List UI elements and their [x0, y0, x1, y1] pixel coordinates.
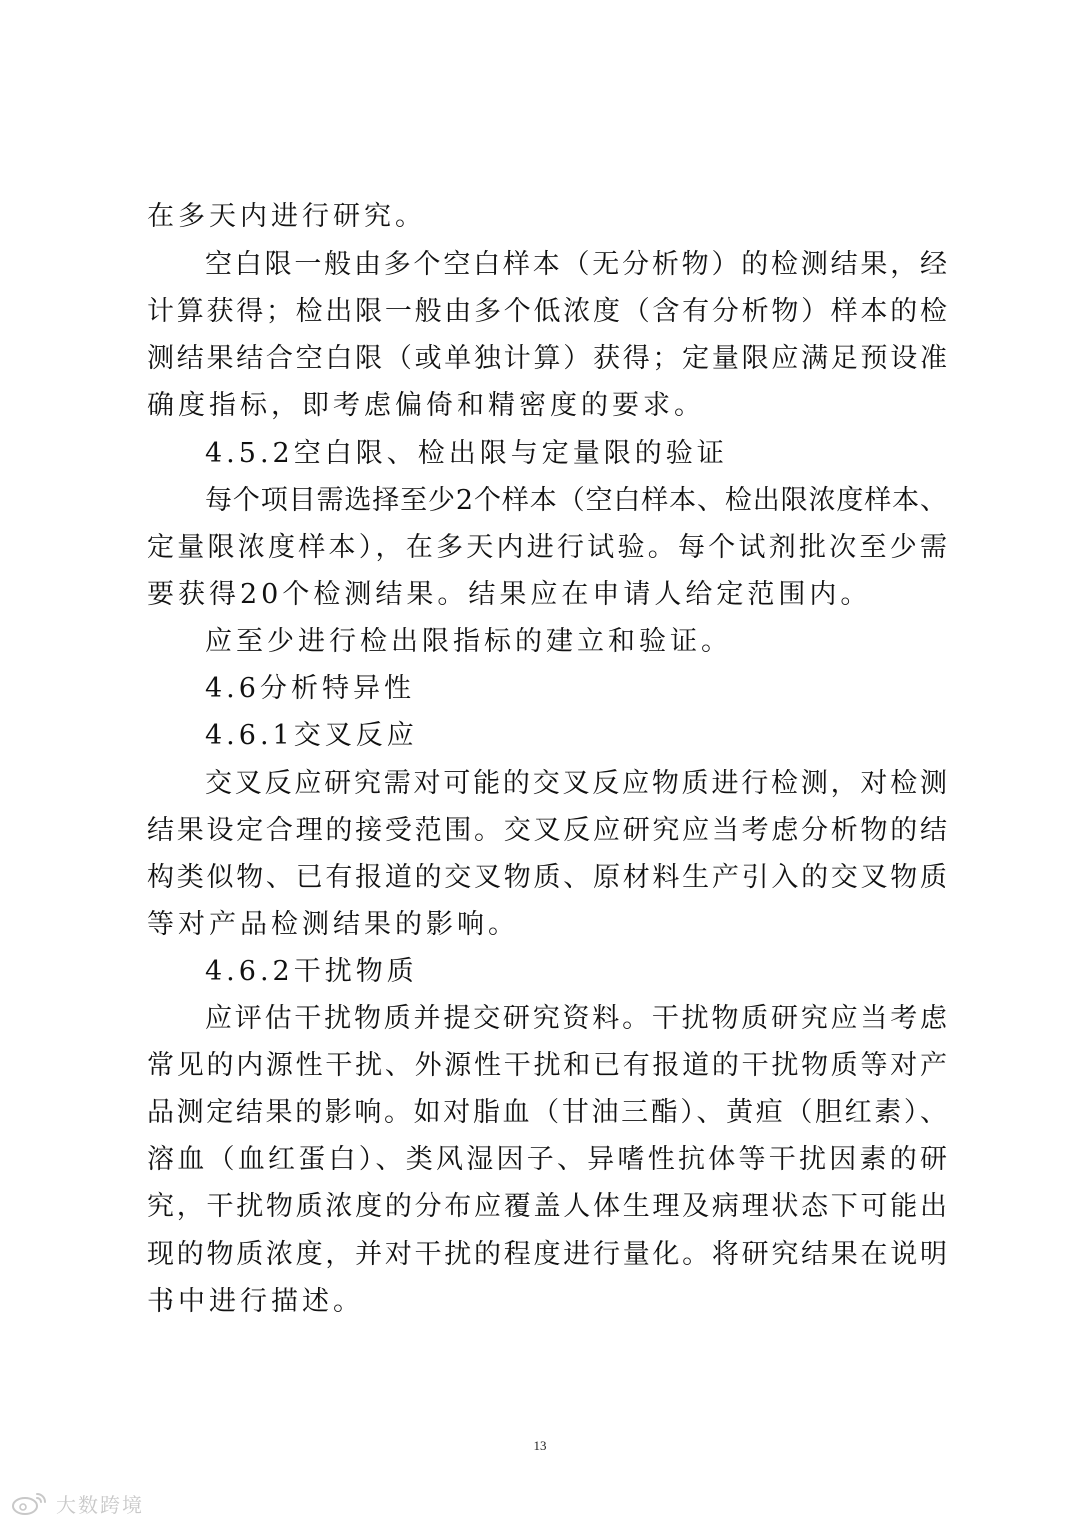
text-line: 计算获得；检出限一般由多个低浓度（含有分析物）样本的检 — [147, 296, 947, 327]
text-line: 测结果结合空白限（或单独计算）获得；定量限应满足预设准 — [147, 343, 947, 374]
text-line: 书中进行描述。 — [147, 1286, 364, 1317]
paragraph-start: 空白限一般由多个空白样本（无分析物）的检测结果，经 — [205, 249, 947, 280]
watermark-text: 大数跨境 — [56, 1492, 144, 1517]
page-number: 13 — [533, 1438, 547, 1453]
paragraph-start: 应评估干扰物质并提交研究资料。干扰物质研究应当考虑 — [205, 1003, 947, 1034]
text-line: 现的物质浓度，并对干扰的程度进行量化。将研究结果在说明 — [147, 1239, 947, 1270]
section-heading-4-5-2: 4.5.2空白限、检出限与定量限的验证 — [205, 438, 728, 469]
text-line: 究，干扰物质浓度的分布应覆盖人体生理及病理状态下可能出 — [147, 1191, 947, 1222]
text-line: 构类似物、已有报道的交叉物质、原材料生产引入的交叉物质 — [147, 862, 947, 893]
section-heading-4-6: 4.6分析特异性 — [205, 673, 415, 704]
text-line: 溶血（血红蛋白）、类风湿因子、异嗜性抗体等干扰因素的研 — [147, 1144, 947, 1175]
text-line: 确度指标，即考虑偏倚和精密度的要求。 — [147, 390, 705, 421]
weibo-logo-icon — [10, 1489, 50, 1517]
paragraph-start: 交叉反应研究需对可能的交叉反应物质进行检测，对检测 — [205, 768, 947, 799]
section-heading-4-6-1: 4.6.1交叉反应 — [205, 720, 418, 751]
text-line: 常见的内源性干扰、外源性干扰和已有报道的干扰物质等对产 — [147, 1050, 947, 1081]
text-line: 结果设定合理的接受范围。交叉反应研究应当考虑分析物的结 — [147, 815, 947, 846]
text-line: 要获得20个检测结果。结果应在申请人给定范围内。 — [147, 579, 872, 610]
text-line: 在多天内进行研究。 — [147, 201, 426, 232]
text-line: 定量限浓度样本），在多天内进行试验。每个试剂批次至少需 — [147, 532, 947, 563]
text-line: 等对产品检测结果的影响。 — [147, 909, 519, 940]
text-line: 品测定结果的影响。如对脂血（甘油三酯）、黄疸（胆红素）、 — [147, 1097, 947, 1128]
section-heading-4-6-2: 4.6.2干扰物质 — [205, 956, 418, 987]
watermark — [10, 1486, 144, 1520]
paragraph-start: 每个项目需选择至少2个样本（空白样本、检出限浓度样本、 — [205, 485, 947, 516]
paragraph-start: 应至少进行检出限指标的建立和验证。 — [205, 626, 732, 657]
